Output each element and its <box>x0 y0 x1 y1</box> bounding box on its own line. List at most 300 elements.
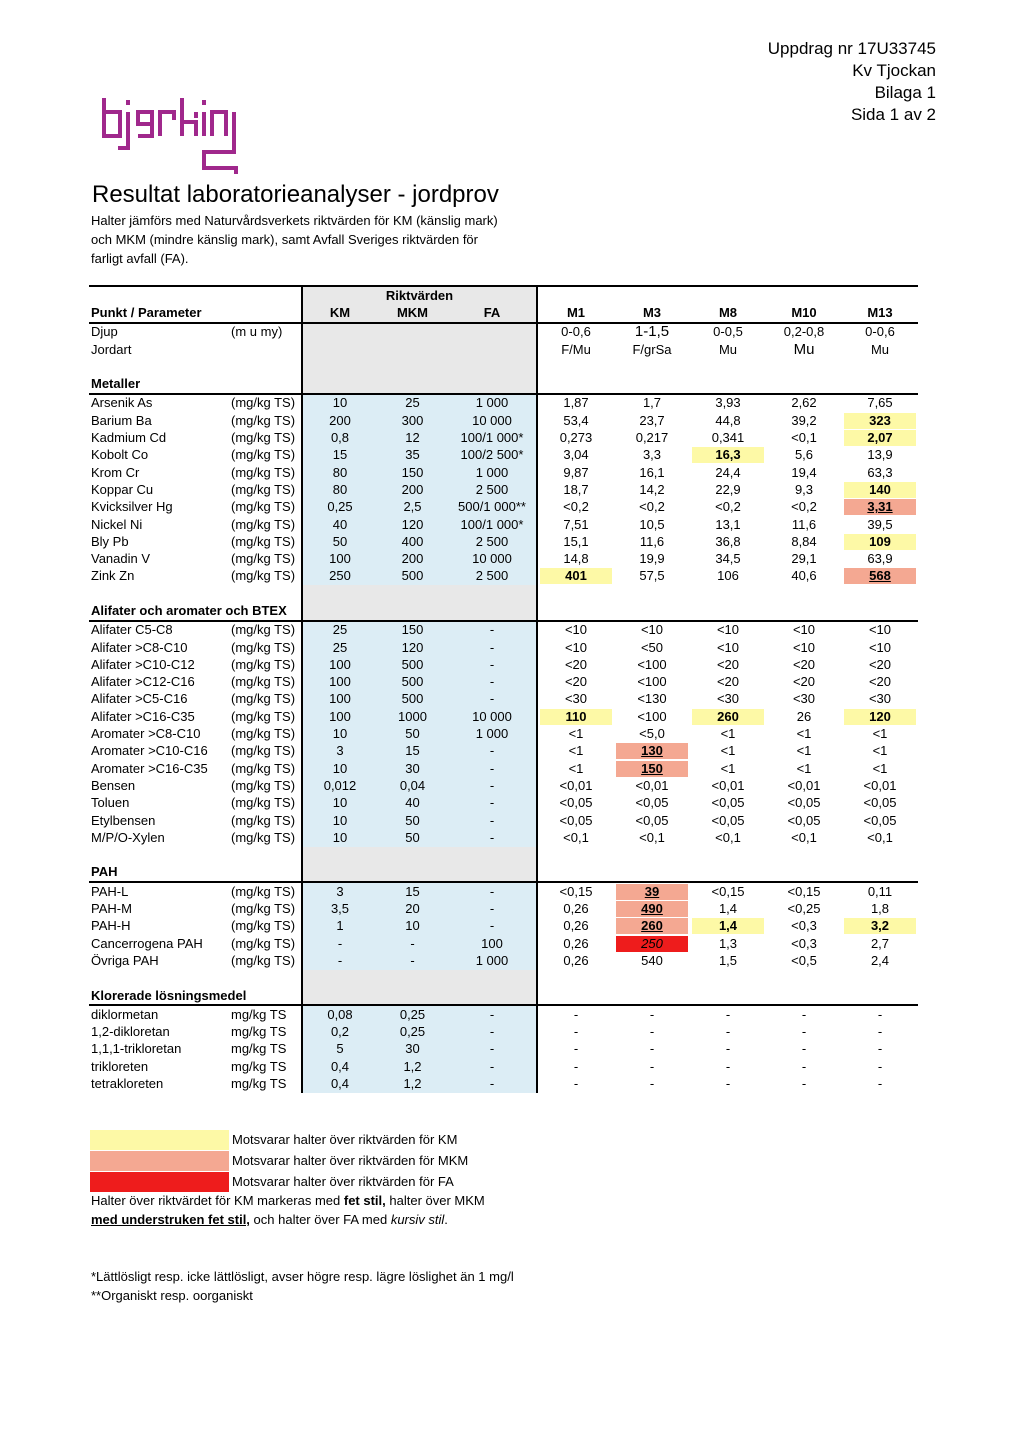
guideline-km: 100 <box>302 708 377 725</box>
legend-swatch-mkm <box>90 1151 229 1171</box>
sample-value: 109 <box>844 534 916 550</box>
sample-value: 44,8 <box>715 412 741 428</box>
sample-value: <0,01 <box>559 777 593 793</box>
parameter-name: Aromater >C8-C10 <box>91 726 201 742</box>
legend-item <box>90 1171 468 1192</box>
project-name: Kv Tjockan <box>852 61 936 80</box>
sample-value: - <box>801 1041 807 1057</box>
guideline-km: - <box>302 935 377 952</box>
table-row <box>89 812 918 829</box>
table-row <box>89 621 918 639</box>
guideline-fa: - <box>448 777 537 794</box>
table-row <box>89 882 918 900</box>
sample-value: - <box>877 1006 883 1022</box>
parameter-name: Koppar Cu <box>91 481 154 497</box>
table-row <box>89 481 918 498</box>
sample-value: - <box>801 1076 807 1091</box>
sample-value: <0,15 <box>559 883 593 899</box>
parameter-unit: (mg/kg TS) <box>231 533 296 549</box>
parameter-name: Cancerrogena PAH <box>91 935 203 951</box>
table-row <box>89 795 918 812</box>
sample-value: 0,26 <box>563 952 589 968</box>
table-row <box>89 412 918 429</box>
legend-text: Motsvarar halter över riktvärden för KM <box>232 1132 458 1147</box>
sample-value: <100 <box>637 708 667 724</box>
parameter-unit: (mg/kg TS) <box>231 395 296 411</box>
parameter-name: Aromater >C10-C16 <box>91 743 208 759</box>
depth-value: 0-0,5 <box>713 324 743 340</box>
sample-value: - <box>801 1006 807 1022</box>
sample-value: <20 <box>792 674 816 690</box>
sample-value: - <box>573 1058 579 1074</box>
sample-value: - <box>801 1058 807 1074</box>
table-row <box>89 499 918 516</box>
sample-value: 260 <box>616 918 688 934</box>
guideline-fa: 2 500 <box>448 533 537 550</box>
guideline-fa: - <box>448 760 537 777</box>
table-row <box>89 533 918 550</box>
note-italic: kursiv stil <box>390 1212 445 1227</box>
guideline-fa: - <box>448 1023 537 1040</box>
intro-line: och MKM (mindre känslig mark), samt Avfall Sveriges riktvärden för <box>91 232 478 247</box>
sample-value: 10,5 <box>639 516 665 532</box>
sample-value: 36,8 <box>715 533 741 549</box>
guideline-km: 40 <box>302 516 377 533</box>
guideline-km: 100 <box>302 656 377 673</box>
sample-value: 120 <box>844 709 916 725</box>
sample-value: <1 <box>872 760 888 776</box>
sample-value: <130 <box>637 691 667 707</box>
guideline-fa: 1 000 <box>448 394 537 412</box>
sample-value: 1,8 <box>870 901 890 917</box>
parameter-name: Kvicksilver Hg <box>91 499 173 515</box>
sample-value: - <box>877 1041 883 1057</box>
sample-value: <20 <box>716 656 740 672</box>
sample-value: 3,93 <box>715 395 741 411</box>
guideline-km: 10 <box>302 760 377 777</box>
sample-value: <1 <box>568 760 584 776</box>
legend-text: Motsvarar halter över riktvärden för MKM <box>232 1153 469 1168</box>
page-indicator: Sida 1 av 2 <box>850 105 936 124</box>
sample-value: 9,87 <box>563 464 589 480</box>
note-bold-underline: med understruken fet stil, <box>91 1212 250 1227</box>
sample-value: 3,3 <box>642 447 662 463</box>
sample-value: <0,05 <box>863 812 897 828</box>
sample-value: <1 <box>796 726 812 742</box>
sample-value: <10 <box>564 639 588 655</box>
sample-value: 3,04 <box>563 447 589 463</box>
table-row <box>89 429 918 446</box>
guideline-fa: - <box>448 743 537 760</box>
guideline-km: 200 <box>302 412 377 429</box>
guideline-mkm: 15 <box>377 743 448 760</box>
guideline-fa: - <box>448 829 537 846</box>
guideline-fa: - <box>448 691 537 708</box>
guideline-fa: - <box>448 1041 537 1058</box>
parameter-unit: (mg/kg TS) <box>231 777 296 793</box>
sample-value: 2,07 <box>844 430 916 446</box>
guideline-mkm: 50 <box>377 829 448 846</box>
sample-value: <0,3 <box>791 935 817 951</box>
sample-value: 7,51 <box>563 516 589 532</box>
parameter-name: Alifater >C10-C12 <box>91 656 195 672</box>
footnote: **Organiskt resp. oorganiskt <box>91 1288 253 1303</box>
parameter-unit: mg/kg TS <box>231 1076 287 1091</box>
parameter-name: Krom Cr <box>91 464 140 480</box>
sample-value: 16,1 <box>639 464 665 480</box>
parameter-unit: (mg/kg TS) <box>231 412 296 428</box>
column-header-row <box>89 304 918 322</box>
depth-value: 0,2-0,8 <box>783 324 825 340</box>
sample-value: 540 <box>641 952 663 968</box>
table-row <box>89 656 918 673</box>
sample-value: 2,7 <box>870 935 890 951</box>
guideline-fa: - <box>448 900 537 917</box>
guideline-fa: 2 500 <box>448 568 537 585</box>
sample-value: - <box>725 1006 731 1022</box>
parameter-unit: (mg/kg TS) <box>231 743 296 759</box>
guideline-km: 10 <box>302 394 377 412</box>
sample-value: 8,84 <box>791 533 817 549</box>
spacer-row <box>89 358 918 375</box>
sample-value: 490 <box>616 901 688 917</box>
guideline-fa: 10 000 <box>448 708 537 725</box>
depth-label: Djup <box>91 324 118 340</box>
parameter-unit: (mg/kg TS) <box>231 883 296 899</box>
sample-value: <0,2 <box>639 499 665 515</box>
sample-value: <0,2 <box>791 499 817 515</box>
guideline-fa: - <box>448 1075 537 1092</box>
guideline-fa: 100/1 000* <box>448 516 537 533</box>
section-title: Alifater och aromater och BTEX <box>89 602 302 620</box>
guideline-mkm: 2,5 <box>377 499 448 516</box>
guideline-km: 25 <box>302 639 377 656</box>
guideline-km: - <box>302 952 377 969</box>
parameter-unit: (mg/kg TS) <box>231 760 296 776</box>
table-row <box>89 760 918 777</box>
sample-value: <5,0 <box>639 726 665 742</box>
sample-value: 40,6 <box>791 568 817 584</box>
guideline-fa: 1 000 <box>448 952 537 969</box>
sample-value: 0,26 <box>563 935 589 951</box>
sample-value: 23,7 <box>639 412 665 428</box>
note-text: Halter över riktvärdet för KM markeras med <box>91 1193 344 1208</box>
parameter-unit: (mg/kg TS) <box>231 639 296 655</box>
sample-value: 19,4 <box>791 464 817 480</box>
col-header-sample: M8 <box>690 304 766 322</box>
sample-value: 1,4 <box>718 901 738 917</box>
page-title: Resultat laboratorieanalyser - jordprov <box>92 181 499 208</box>
table-row <box>89 1075 918 1092</box>
guideline-km: 10 <box>302 795 377 812</box>
section-header-row <box>89 602 918 620</box>
parameter-unit: (mg/kg TS) <box>231 795 296 811</box>
soil-type-value: Mu <box>718 341 738 357</box>
guideline-fa: 100 <box>448 935 537 952</box>
sample-value: 1,3 <box>718 935 738 951</box>
sample-value: <100 <box>637 656 667 672</box>
guideline-mkm: 0,25 <box>377 1005 448 1023</box>
sample-value: 39,2 <box>791 412 817 428</box>
sample-value: 401 <box>540 568 612 584</box>
table-row <box>89 550 918 567</box>
col-header-fa: FA <box>448 304 537 322</box>
sample-value: 18,7 <box>563 481 589 497</box>
spacer-row <box>89 970 918 987</box>
sample-value: 5,6 <box>794 447 814 463</box>
section-header-row <box>89 864 918 882</box>
guideline-mkm: 20 <box>377 900 448 917</box>
section-title: Klorerade lösningsmedel <box>89 987 302 1005</box>
sample-value: 250 <box>616 936 688 952</box>
guideline-km: 0,08 <box>302 1005 377 1023</box>
guideline-fa: - <box>448 1005 537 1023</box>
guideline-mkm: 300 <box>377 412 448 429</box>
legend-swatch-fa <box>90 1172 229 1192</box>
sample-value: - <box>573 1006 579 1022</box>
sample-value: 15,1 <box>563 533 589 549</box>
bjerking-logo <box>100 96 240 183</box>
parameter-unit: (mg/kg TS) <box>231 901 296 917</box>
sample-value: <0,01 <box>635 777 669 793</box>
sample-value: 11,6 <box>639 533 665 549</box>
section-title: PAH <box>89 864 302 882</box>
guideline-km: 80 <box>302 464 377 481</box>
sample-value: <10 <box>868 639 892 655</box>
color-legend <box>90 1129 468 1192</box>
sample-value: 11,6 <box>791 516 817 532</box>
guideline-km: 0,4 <box>302 1058 377 1075</box>
guideline-mkm: 15 <box>377 882 448 900</box>
table-row <box>89 1005 918 1023</box>
sample-value: 110 <box>540 709 612 725</box>
sample-value: <10 <box>868 622 892 638</box>
sample-value: <1 <box>872 743 888 759</box>
guideline-mkm: 40 <box>377 795 448 812</box>
guideline-fa: 10 000 <box>448 412 537 429</box>
sample-value: - <box>877 1024 883 1040</box>
sample-value: - <box>649 1006 655 1022</box>
table-row <box>89 639 918 656</box>
depth-value: 0-0,6 <box>537 323 614 341</box>
table-row <box>89 918 918 935</box>
guideline-km: 10 <box>302 812 377 829</box>
sample-value: <0,05 <box>559 795 593 811</box>
guideline-mkm: 200 <box>377 481 448 498</box>
guideline-km: 15 <box>302 447 377 464</box>
table-row <box>89 691 918 708</box>
sample-value: <1 <box>720 726 736 742</box>
parameter-name: Alifater >C12-C16 <box>91 674 195 690</box>
guideline-km: 1 <box>302 918 377 935</box>
col-header-mkm: MKM <box>377 304 448 322</box>
parameter-name: Toluen <box>91 795 130 811</box>
sample-value: 29,1 <box>791 551 817 567</box>
sample-value: <0,05 <box>635 812 669 828</box>
parameter-unit: (mg/kg TS) <box>231 464 296 480</box>
guideline-mkm: 30 <box>377 760 448 777</box>
sample-value: <0,05 <box>559 812 593 828</box>
table-row <box>89 829 918 846</box>
note-text: och halter över FA med <box>249 1212 391 1227</box>
guideline-km: 100 <box>302 550 377 567</box>
sample-value: <10 <box>640 622 664 638</box>
sample-value: - <box>573 1076 579 1091</box>
sample-value: 568 <box>844 568 916 584</box>
guideline-km: 80 <box>302 481 377 498</box>
guideline-km: 0,2 <box>302 1023 377 1040</box>
guideline-km: 3 <box>302 882 377 900</box>
sample-value: 14,2 <box>639 481 665 497</box>
guideline-mkm: 50 <box>377 725 448 742</box>
intro-line: Halter jämförs med Naturvårdsverkets riktvärden för KM (känslig mark) <box>91 213 498 228</box>
sample-value: <0,01 <box>711 777 745 793</box>
guideline-mkm: - <box>377 935 448 952</box>
sample-value: 7,65 <box>867 395 893 411</box>
sample-value: <100 <box>637 674 667 690</box>
sample-value: 0,217 <box>635 430 669 446</box>
sample-value: - <box>573 1041 579 1057</box>
sample-value: 130 <box>616 743 688 759</box>
footnote: *Lättlösligt resp. icke lättlösligt, avser högre resp. lägre löslighet än 1 mg/l <box>91 1269 514 1284</box>
spacer-row <box>89 847 918 864</box>
table-row <box>89 900 918 917</box>
col-header-sample: M10 <box>766 304 842 322</box>
guideline-fa: - <box>448 1058 537 1075</box>
parameter-unit: (mg/kg TS) <box>231 674 296 690</box>
table-row <box>89 777 918 794</box>
guideline-fa: 1 000 <box>448 725 537 742</box>
guideline-fa: - <box>448 674 537 691</box>
riktvarden-heading: Riktvärden <box>302 286 537 304</box>
parameter-name: diklormetan <box>91 1006 159 1022</box>
sample-value: - <box>877 1076 883 1091</box>
depth-value: 1-1,5 <box>634 323 670 341</box>
parameter-name: Etylbensen <box>91 812 156 828</box>
parameter-unit: (mg/kg TS) <box>231 447 296 463</box>
parameter-unit: (mg/kg TS) <box>231 568 296 584</box>
guideline-mkm: 150 <box>377 621 448 639</box>
parameter-unit: (mg/kg TS) <box>231 430 296 446</box>
soil-type-row <box>89 341 918 358</box>
legend-text: Motsvarar halter över riktvärden för FA <box>232 1174 454 1189</box>
sample-value: <0,05 <box>635 795 669 811</box>
table-row <box>89 568 918 585</box>
sample-value: <0,2 <box>563 499 589 515</box>
guideline-mkm: 120 <box>377 639 448 656</box>
parameter-name: PAH-M <box>91 901 132 917</box>
sample-value: <10 <box>792 639 816 655</box>
guideline-fa: - <box>448 639 537 656</box>
parameter-unit: (mg/kg TS) <box>231 516 296 532</box>
parameter-name: Alifater >C16-C35 <box>91 708 195 724</box>
table-row <box>89 952 918 969</box>
sample-value: 24,4 <box>715 464 741 480</box>
assignment-number: Uppdrag nr 17U33745 <box>767 39 936 58</box>
sample-value: - <box>649 1058 655 1074</box>
sample-value: 260 <box>692 709 764 725</box>
parameter-name: Bensen <box>91 777 136 793</box>
parameter-name: Övriga PAH <box>91 952 159 968</box>
sample-value: - <box>877 1058 883 1074</box>
guideline-mkm: 12 <box>377 429 448 446</box>
guideline-fa: 1 000 <box>448 464 537 481</box>
sample-value: <30 <box>792 691 816 707</box>
guideline-km: 0,25 <box>302 499 377 516</box>
riktvarden-row <box>89 286 918 304</box>
soil-type-label: Jordart <box>91 341 132 357</box>
sample-value: 2,62 <box>791 395 817 411</box>
col-header-sample: M13 <box>842 304 918 322</box>
guideline-mkm: 10 <box>377 918 448 935</box>
sample-value: <10 <box>792 622 816 638</box>
guideline-mkm: 500 <box>377 568 448 585</box>
parameter-unit: (mg/kg TS) <box>231 918 296 934</box>
table-row <box>89 394 918 412</box>
parameter-name: trikloreten <box>91 1058 149 1074</box>
parameter-unit: mg/kg TS <box>231 1024 287 1040</box>
depth-row <box>89 323 918 341</box>
sample-value: - <box>573 1024 579 1040</box>
parameter-unit: (mg/kg TS) <box>231 708 296 724</box>
sample-value: 0,341 <box>711 430 745 446</box>
guideline-km: 0,012 <box>302 777 377 794</box>
col-header-parameter: Punkt / Parameter <box>89 304 302 322</box>
guideline-km: 100 <box>302 691 377 708</box>
guideline-mkm: 0,25 <box>377 1023 448 1040</box>
parameter-name: Bly Pb <box>91 533 129 549</box>
guideline-mkm: 500 <box>377 691 448 708</box>
sample-value: - <box>649 1041 655 1057</box>
sample-value: 0,26 <box>563 901 589 917</box>
table-row <box>89 674 918 691</box>
parameter-name: Vanadin V <box>91 551 151 567</box>
sample-value: <10 <box>716 639 740 655</box>
soil-type-value: F/grSa <box>632 341 672 357</box>
guideline-mkm: 1,2 <box>377 1058 448 1075</box>
sample-value: 323 <box>844 413 916 429</box>
parameter-unit: (mg/kg TS) <box>231 499 296 515</box>
sample-value: <1 <box>796 743 812 759</box>
guideline-mkm: 35 <box>377 447 448 464</box>
sample-value: 150 <box>616 761 688 777</box>
guideline-mkm: 500 <box>377 674 448 691</box>
parameter-name: M/P/O-Xylen <box>91 829 165 845</box>
parameter-name: Arsenik As <box>91 395 153 411</box>
sample-value: 34,5 <box>715 551 741 567</box>
footnotes <box>91 1267 514 1305</box>
parameter-name: Barium Ba <box>91 412 152 428</box>
parameter-unit: (mg/kg TS) <box>231 812 296 828</box>
guideline-km: 10 <box>302 725 377 742</box>
sample-value: - <box>725 1041 731 1057</box>
sample-value: <0,1 <box>715 829 741 845</box>
sample-value: <0,05 <box>863 795 897 811</box>
guideline-km: 50 <box>302 533 377 550</box>
sample-value: 0,26 <box>563 918 589 934</box>
sample-value: <50 <box>640 639 664 655</box>
parameter-unit: mg/kg TS <box>231 1006 287 1022</box>
guideline-km: 5 <box>302 1041 377 1058</box>
guideline-fa: - <box>448 918 537 935</box>
sample-value: <30 <box>564 691 588 707</box>
guideline-fa: 500/1 000** <box>448 499 537 516</box>
appendix-label: Bilaga 1 <box>874 83 936 102</box>
parameter-name: Alifater C5-C8 <box>91 622 173 638</box>
soil-type-value: Mu <box>870 341 890 357</box>
parameter-unit: mg/kg TS <box>231 1041 287 1057</box>
sample-value: 3,31 <box>844 499 916 515</box>
